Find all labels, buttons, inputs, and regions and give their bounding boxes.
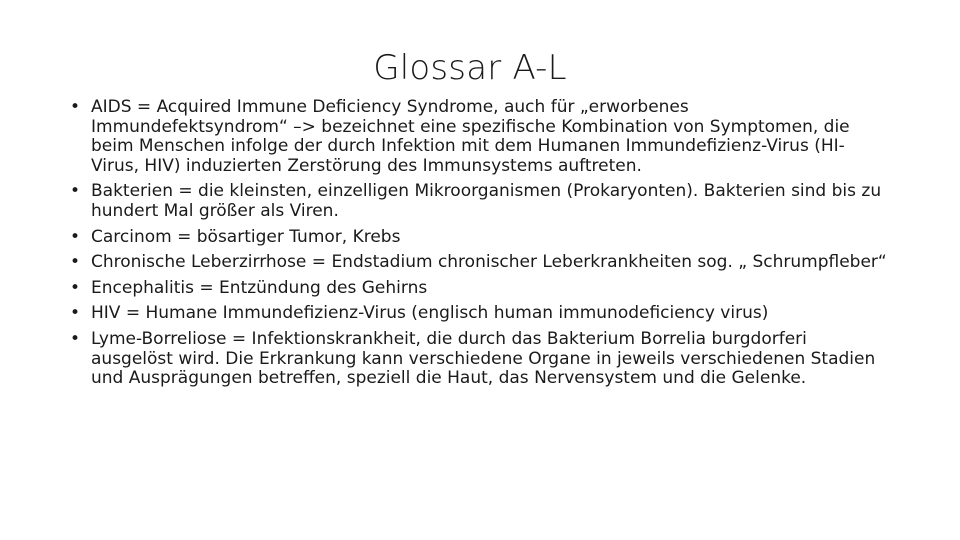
bullet-icon: • [70,328,81,349]
glossary-item-leberzirrhose [70,253,890,273]
glossary-item-encephalitis [70,279,890,299]
glossary-item-text: Chronische Leberzirrhose = Endstadium chronischer Leberkrankheiten sog. „ Schrumpfleber“ [91,252,887,273]
glossary-item-text: Encephalitis = Entzündung des Gehirns [91,277,428,298]
glossary-item-text: Bakterien = die kleinsten, einzelligen Mikroorganismen (Prokaryonten). Bakterien sind bis zu hundert Mal größer als Viren. [91,181,882,221]
glossary-item-text: Carcinom = bösartiger Tumor, Krebs [91,226,401,247]
glossary-item-text: HIV = Humane Immundefizienz-Virus (englisch human immunodeficiency virus) [91,303,769,324]
bullet-icon: • [70,181,81,202]
glossary-item-bakterien [70,182,890,221]
glossary-item-carcinom [70,228,890,248]
glossary-item-text: Lyme-Borreliose = Infektionskrankheit, die durch das Bakterium Borrelia burgdorferi ausgelöst wird. Die Erkrankung kann verschiedene Organe in jeweils verschiedenen Stadien und Ausprägungen betreffen, speziell die Haut, das Nervensystem und die Gelenke. [91,328,876,389]
glossary-list [70,98,890,395]
slide-title: Glossar A-L [373,48,567,88]
glossary-item-lyme-borreliose [70,330,890,389]
glossary-item-text: AIDS = Acquired Immune Deficiency Syndrome, auch für „erworbenes Immundefektsyndrom“ –> bezeichnet eine spezifische Kombination von Symptomen, die beim Menschen infolge der durch Infektion mit dem Humanen Immundefizienz-Virus (HI-Virus, HIV) induzierten Zerstörung des Immunsystems auftreten. [91,97,850,176]
glossary-item-aids [70,98,890,176]
glossary-item-hiv [70,304,890,324]
bullet-icon: • [70,277,81,298]
bullet-icon: • [70,252,81,273]
bullet-icon: • [70,226,81,247]
bullet-icon: • [70,97,81,117]
bullet-icon: • [70,303,81,324]
